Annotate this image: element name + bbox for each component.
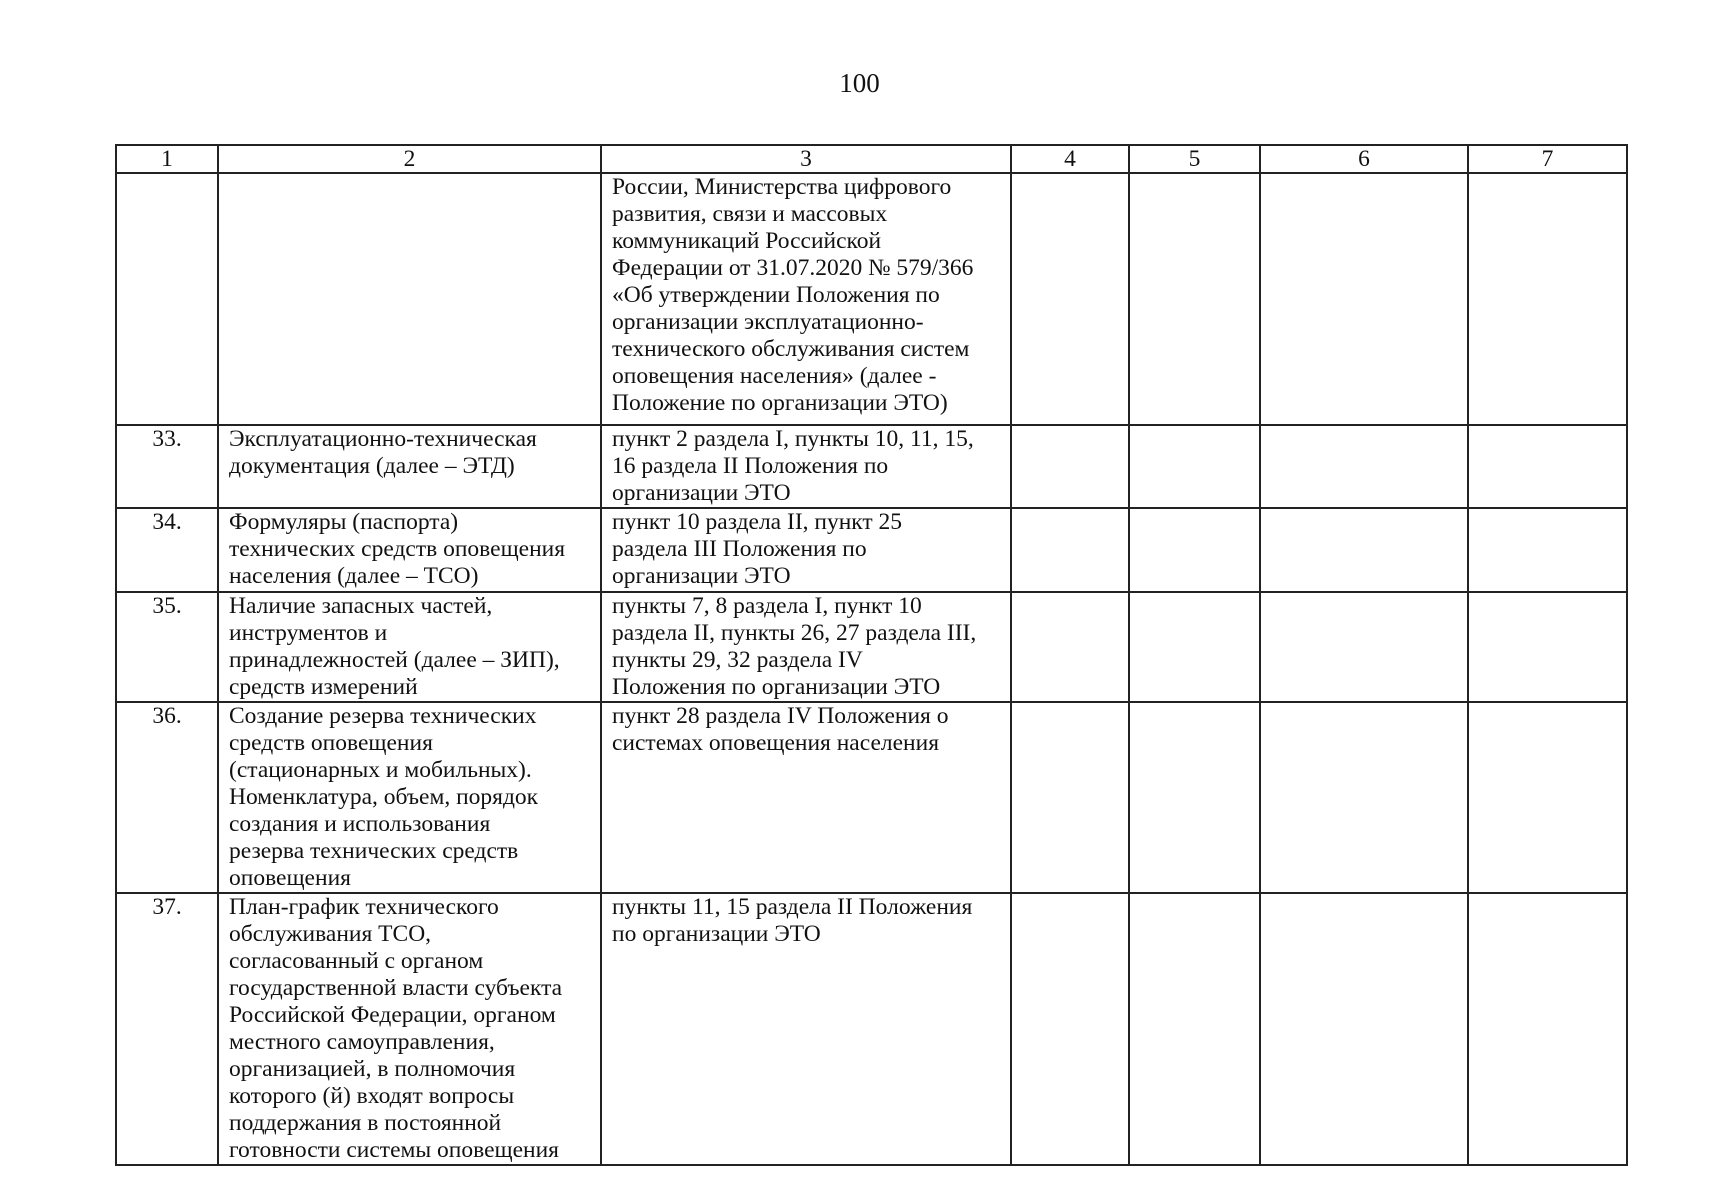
- table-row: [116, 173, 1627, 425]
- table-header-row: [116, 145, 1627, 173]
- row-cell-4: [1011, 592, 1129, 702]
- column-header-1: 1: [116, 145, 218, 173]
- row-number: 33.: [116, 425, 218, 508]
- row-cell-4: [1011, 173, 1129, 425]
- row-item: Формуляры (паспорта) технических средств оповещения населения (далее – ТСО): [218, 508, 601, 592]
- row-cell-5: [1129, 425, 1260, 508]
- row-item: [218, 173, 601, 425]
- row-cell-5: [1129, 173, 1260, 425]
- row-cell-7: [1468, 508, 1627, 592]
- row-basis: России, Министерства цифрового развития, связи и массовых коммуникаций Российской Федерации от 31.07.2020 № 579/366 «Об утверждении Положения по организации эксплуатационно- технического обслуживания систем оповещения населения» (далее - Положение по организации ЭТО): [601, 173, 1011, 425]
- page-number: 100: [839, 68, 880, 98]
- table-row: [116, 592, 1627, 702]
- row-cell-7: [1468, 893, 1627, 1165]
- row-cell-5: [1129, 508, 1260, 592]
- column-header-3: 3: [601, 145, 1011, 173]
- row-cell-6: [1260, 893, 1468, 1165]
- row-cell-6: [1260, 592, 1468, 702]
- row-cell-7: [1468, 592, 1627, 702]
- column-header-6: 6: [1260, 145, 1468, 173]
- row-cell-7: [1468, 173, 1627, 425]
- row-item: План-график технического обслуживания ТСО, согласованный с органом государственной власти субъекта Российской Федерации, органом местного самоуправления, организацией, в полномочия которого (й) входят вопросы поддержания в постоянной готовности системы оповещения: [218, 893, 601, 1165]
- row-number: 35.: [116, 592, 218, 702]
- table-row: [116, 425, 1627, 508]
- row-cell-5: [1129, 893, 1260, 1165]
- row-cell-6: [1260, 173, 1468, 425]
- row-cell-4: [1011, 893, 1129, 1165]
- column-header-4: 4: [1011, 145, 1129, 173]
- row-number: 36.: [116, 702, 218, 893]
- row-cell-4: [1011, 425, 1129, 508]
- row-cell-7: [1468, 425, 1627, 508]
- row-item: Наличие запасных частей, инструментов и принадлежностей (далее – ЗИП), средств измерений: [218, 592, 601, 702]
- row-item: Эксплуатационно-техническая документация (далее – ЭТД): [218, 425, 601, 508]
- document-table: [115, 144, 1628, 1166]
- row-number: [116, 173, 218, 425]
- row-cell-6: [1260, 702, 1468, 893]
- table-row: [116, 702, 1627, 893]
- row-cell-4: [1011, 508, 1129, 592]
- column-header-5: 5: [1129, 145, 1260, 173]
- table-row: [116, 893, 1627, 1165]
- row-cell-6: [1260, 508, 1468, 592]
- row-basis: пункт 10 раздела II, пункт 25 раздела III Положения по организации ЭТО: [601, 508, 1011, 592]
- row-basis: пункты 7, 8 раздела I, пункт 10 раздела II, пункты 26, 27 раздела III, пункты 29, 32 раздела IV Положения по организации ЭТО: [601, 592, 1011, 702]
- row-cell-5: [1129, 702, 1260, 893]
- row-cell-7: [1468, 702, 1627, 893]
- column-header-2: 2: [218, 145, 601, 173]
- table-row: [116, 508, 1627, 592]
- row-cell-5: [1129, 592, 1260, 702]
- row-basis: пункт 28 раздела IV Положения о системах оповещения населения: [601, 702, 1011, 893]
- row-basis: пункты 11, 15 раздела II Положения по организации ЭТО: [601, 893, 1011, 1165]
- row-basis: пункт 2 раздела I, пункты 10, 11, 15, 16 раздела II Положения по организации ЭТО: [601, 425, 1011, 508]
- row-item: Создание резерва технических средств оповещения (стационарных и мобильных). Номенклатура, объем, порядок создания и использования резерва технических средств оповещения: [218, 702, 601, 893]
- row-number: 34.: [116, 508, 218, 592]
- row-number: 37.: [116, 893, 218, 1165]
- row-cell-6: [1260, 425, 1468, 508]
- row-cell-4: [1011, 702, 1129, 893]
- column-header-7: 7: [1468, 145, 1627, 173]
